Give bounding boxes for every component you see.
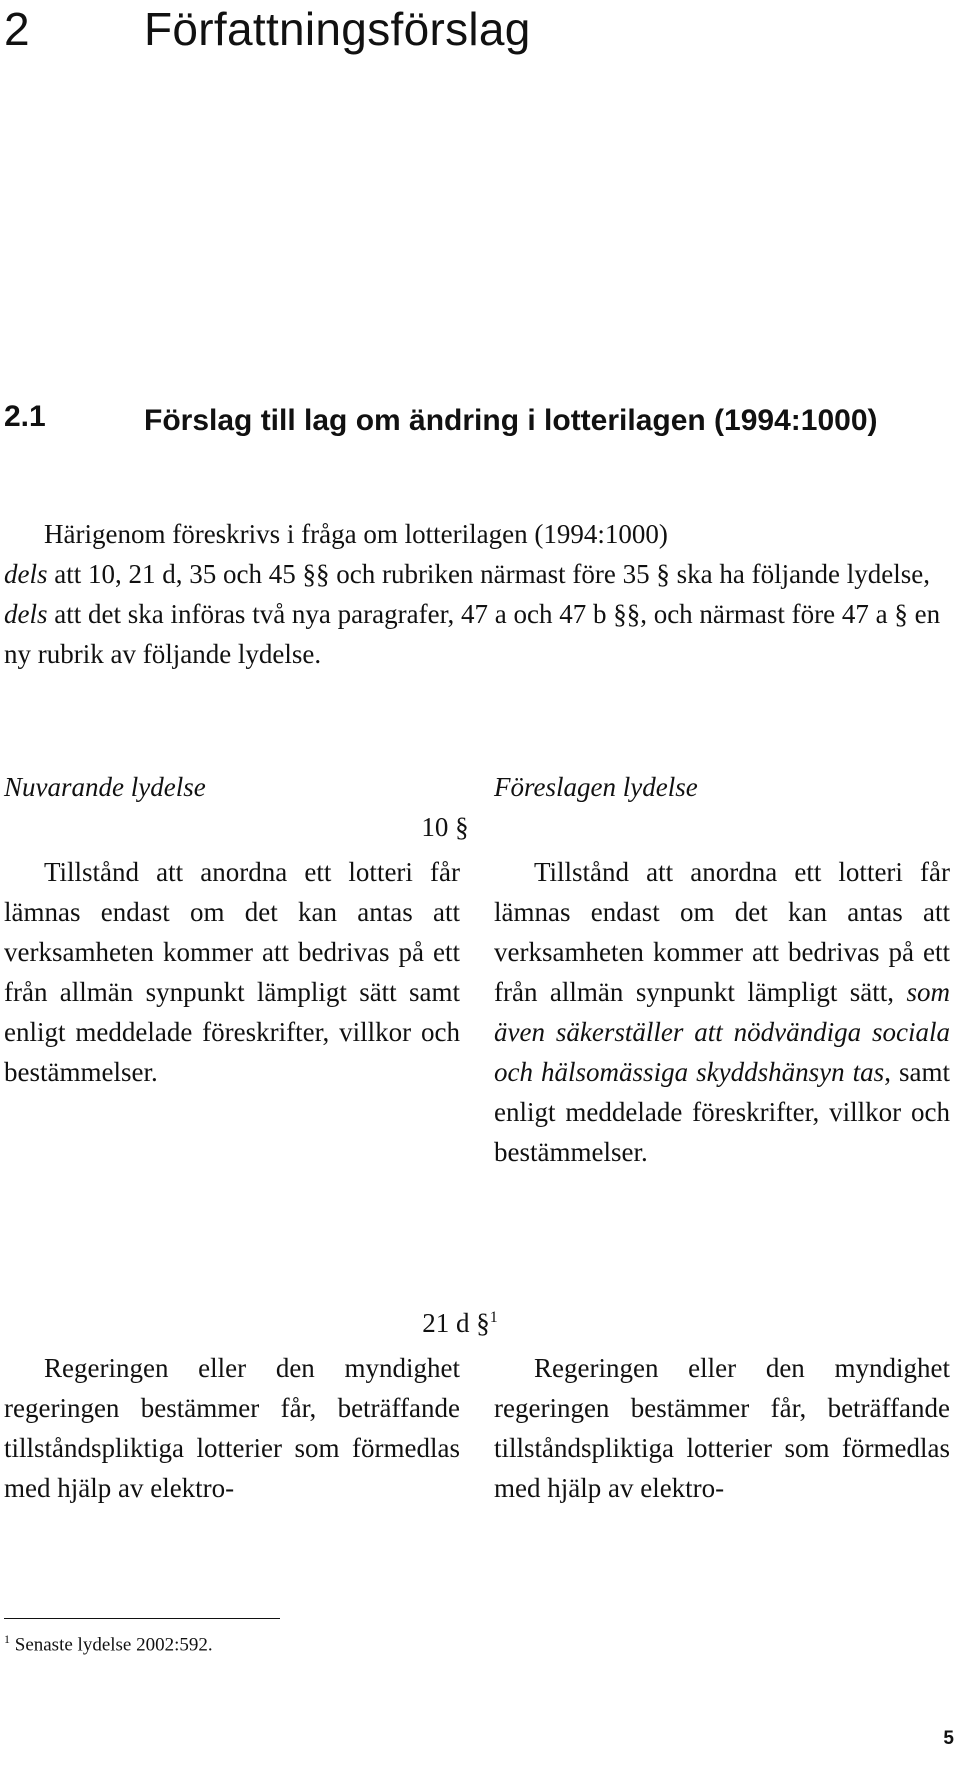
section-title: Förslag till lag om ändring i lotterilagen (1994:1000) bbox=[144, 404, 878, 437]
dels-word: dels bbox=[4, 559, 48, 589]
chapter-number: 2 bbox=[4, 3, 30, 55]
footnote-ref: 1 bbox=[489, 1309, 498, 1326]
paragraph-10-mark: 10 § bbox=[421, 812, 469, 842]
paragraph-10-left-text: Tillstånd att anordna ett lotteri får lämnas endast om det kan antas att verksamheten kommer att bedrivas på ett från allmän synpunkt lämpligt sätt samt enligt meddelade föreskrifter, villkor och bestämmelser. bbox=[4, 857, 460, 1087]
section-number: 2.1 bbox=[4, 400, 46, 433]
intro-line: Härigenom föreskrivs i fråga om lotterilagen (1994:1000) bbox=[44, 519, 668, 549]
paragraph-21d-right-text: Regeringen eller den myndighet regeringen bestämmer får, beträffande tillståndspliktiga lotterier som förmedlas med hjälp av elektro- bbox=[494, 1353, 950, 1503]
footnote-text: Senaste lydelse 2002:592. bbox=[14, 1634, 213, 1656]
paragraph-21d-mark bbox=[380, 1308, 540, 1339]
paragraph-21d-label: 21 d § bbox=[422, 1308, 490, 1338]
dels-text: att det ska införas två nya paragrafer, 47 a och 47 b §§, och närmast före 47 a § en ny rubrik av följande lydelse. bbox=[4, 599, 941, 669]
paragraph-10-right-text bbox=[494, 852, 950, 1172]
footnote bbox=[4, 1632, 213, 1656]
right-text-italic: som även säkerställer att nödvändiga sociala och hälsomässiga skyddshänsyn tas bbox=[494, 977, 950, 1087]
intro-text bbox=[4, 514, 956, 674]
right-column-heading: Föreslagen lydelse bbox=[494, 772, 698, 802]
intro-dels-1 bbox=[4, 554, 956, 594]
left-column-heading: Nuvarande lydelse bbox=[4, 772, 206, 802]
footnote-number: 1 bbox=[4, 1632, 10, 1646]
dels-text: att 10, 21 d, 35 och 45 §§ och rubriken närmast före 35 § ska ha följande lydelse, bbox=[47, 559, 931, 589]
right-text-a: Tillstånd att anordna ett lotteri får lämnas endast om det kan antas att verksamheten kommer att bedrivas på ett från allmän synpunkt lämpligt sätt, bbox=[494, 857, 950, 1007]
paragraph-21d-left-text: Regeringen eller den myndighet regeringen bestämmer får, beträffande tillståndspliktiga lotterier som förmedlas med hjälp av elektro- bbox=[4, 1353, 460, 1503]
right-text-b: , samt enligt meddelade föreskrifter, villkor och bestämmelser. bbox=[494, 1057, 950, 1167]
intro-dels-2 bbox=[4, 594, 956, 674]
page-number: 5 bbox=[943, 1728, 954, 1749]
chapter-title: Författningsförslag bbox=[144, 3, 531, 55]
footnote-divider bbox=[4, 1618, 280, 1619]
dels-word: dels bbox=[4, 599, 48, 629]
